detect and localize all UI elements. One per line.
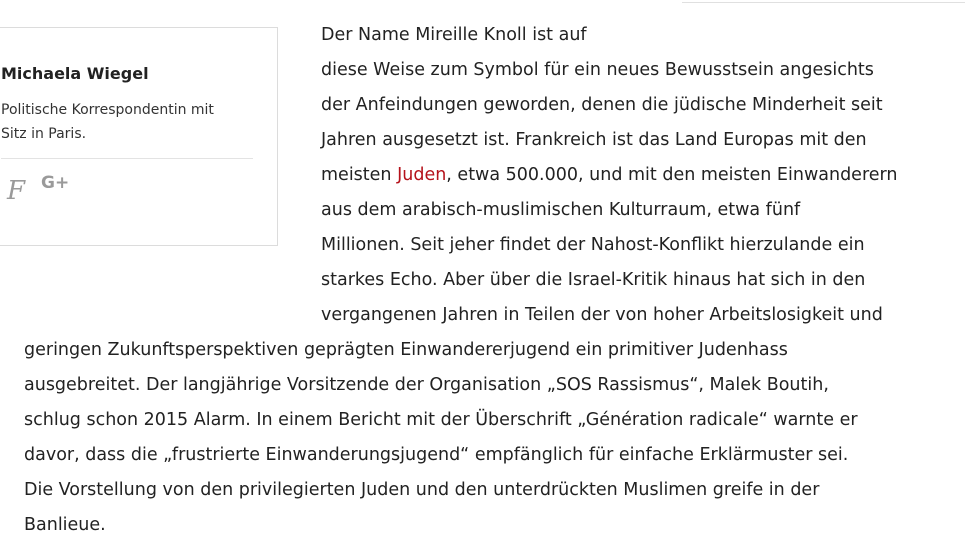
- author-name[interactable]: Michaela Wiegel: [1, 64, 149, 83]
- author-divider: [1, 158, 253, 159]
- article-line: Millionen. Seit jeher findet der Nahost-Konflikt hierzulande ein: [321, 235, 865, 255]
- article-line: [321, 158, 898, 193]
- article-line: Banlieue.: [24, 515, 106, 535]
- article-text: , etwa 500.000, und mit den meisten Einwanderern: [446, 165, 898, 185]
- article-line: davor, dass die „frustrierte Einwanderungsjugend“ empfänglich für einfache Erklärmuster sei.: [24, 445, 849, 465]
- article-line: geringen Zukunftsperspektiven geprägten Einwandererjugend ein primitiver Judenhass: [24, 340, 788, 360]
- article-line: diese Weise zum Symbol für ein neues Bewusstsein angesichts: [321, 60, 874, 80]
- author-description-line: Sitz in Paris.: [1, 126, 87, 142]
- article-line: Der Name Mireille Knoll ist auf: [321, 25, 587, 45]
- article-line: vergangenen Jahren in Teilen der von hoher Arbeitslosigkeit und: [321, 305, 883, 325]
- article-line: schlug schon 2015 Alarm. In einem Bericht mit der Überschrift „Génération radicale“ warnte er: [24, 410, 858, 430]
- author-box: [0, 27, 278, 246]
- faz-logo-icon[interactable]: F: [7, 176, 26, 206]
- author-description: [1, 98, 251, 146]
- article-text: meisten: [321, 165, 398, 185]
- juden-link[interactable]: Juden: [397, 165, 447, 185]
- article-line: Jahren ausgesetzt ist. Frankreich ist das Land Europas mit den: [321, 130, 867, 150]
- article-line: Die Vorstellung von den privilegierten Juden und den unterdrückten Muslimen greife in der: [24, 480, 820, 500]
- article-line: der Anfeindungen geworden, denen die jüdische Minderheit seit: [321, 95, 883, 115]
- article-line: aus dem arabisch-muslimischen Kulturraum, etwa fünf: [321, 200, 801, 220]
- author-description-line: Politische Korrespondentin mit: [1, 102, 214, 118]
- top-divider: [682, 0, 965, 3]
- google-plus-icon[interactable]: G+: [41, 173, 70, 193]
- article-line: ausgebreitet. Der langjährige Vorsitzende der Organisation „SOS Rassismus“, Malek Boutih,: [24, 375, 829, 395]
- article-line: starkes Echo. Aber über die Israel-Kritik hinaus hat sich in den: [321, 270, 866, 290]
